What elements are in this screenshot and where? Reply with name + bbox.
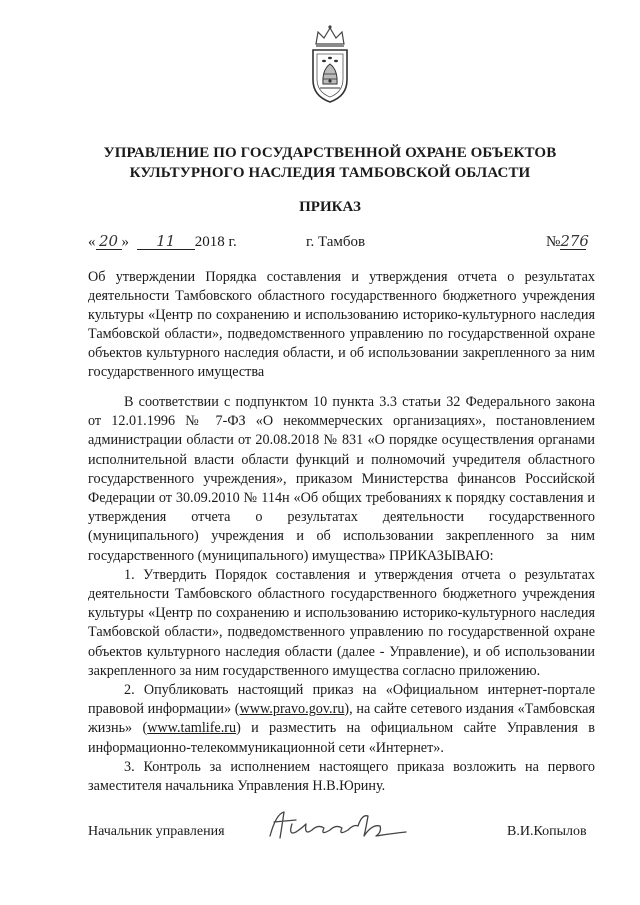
number-value: 276	[560, 232, 589, 250]
organization-header	[60, 143, 600, 183]
org-line-2: КУЛЬТУРНОГО НАСЛЕДИЯ ТАМБОВСКОЙ ОБЛАСТИ	[129, 165, 531, 181]
signer-name: В.И.Копылов	[507, 824, 587, 839]
date-quote-open: «	[88, 234, 96, 250]
order-city: г. Тамбов	[306, 234, 366, 250]
item-2-text-c: ) и разместить на официальном сайте Управления в информационно-телекоммуникационной сети «Интернет».	[88, 720, 595, 756]
order-subject: Об утверждении Порядка составления и утверждения отчета о результатах деятельности Тамбовского областного государственного бюджетного учреждения культуры «Центр по сохранению и использованию историко-культурного наследия Тамбовской области», подведомственного управлению по государственной охране объектов культурного наследия области, и об использовании закрепленного за ним государственного имущества	[88, 269, 595, 380]
item-2-text-b: ), на сайте сетевого издания «Тамбовская жизнь» (	[88, 701, 595, 737]
date-month: 11	[137, 233, 195, 250]
item-3-paragraph: 3. Контроль за исполнением настоящего приказа возложить на первого заместителя начальника Управления Н.В.Юрину.	[88, 758, 595, 795]
date-day: 20	[96, 233, 122, 250]
handwritten-signature	[262, 806, 412, 846]
date-year: 2018 г.	[194, 234, 237, 250]
item-2-text-a: 2. Опубликовать настоящий приказ на «Официальном интернет-портале правовой информации» (	[88, 682, 595, 718]
date-quote-close: »	[121, 234, 129, 250]
preamble-paragraph: В соответствии с подпунктом 10 пункта 3.3 статьи 32 Федерального закона от 12.01.1996 № 7-ФЗ «О некоммерческих организациях», постановлением администрации области от 20.08.2018 № 831 «О порядке осуществления органами исполнительной власти области функций и полномочий учредителя областного государственного учреждения», приказом Министерства финансов Российской Федерации от 30.09.2010 № 114н «Об общих требованиях к порядку составления и утверждения отчета о результатах деятельности государственного (муниципального) учреждения и об использовании закрепленного за ним государственного (муниципального) имущества» ПРИКАЗЫВАЮ:	[88, 394, 595, 564]
signer-position: Начальник управления	[88, 824, 225, 839]
document-title: ПРИКАЗ	[299, 199, 361, 215]
pravo-link[interactable]: www.pravo.gov.ru	[239, 701, 345, 718]
order-body	[88, 393, 595, 796]
org-line-1: УПРАВЛЕНИЕ ПО ГОСУДАРСТВЕННОЙ ОХРАНЕ ОБЪЕКТОВ	[103, 145, 557, 161]
tamlife-link[interactable]: www.tamlife.ru	[147, 720, 237, 737]
tambov-coat-of-arms-icon	[308, 22, 352, 106]
number-prefix: №	[546, 234, 561, 250]
item-1-paragraph: 1. Утвердить Порядок составления и утверждения отчета о результатах деятельности Тамбовского областного государственного бюджетного учреждения культуры «Центр по сохранению и использованию историко-культурного наследия Тамбовской области», подведомственного управлению по государственной охране объектов культурного наследия области (далее - Управление), и об использовании закрепленного за ним государственного имущества согласно приложению.	[88, 566, 595, 679]
order-date	[88, 232, 237, 252]
item-2-paragraph	[88, 681, 595, 758]
order-number	[546, 232, 589, 252]
